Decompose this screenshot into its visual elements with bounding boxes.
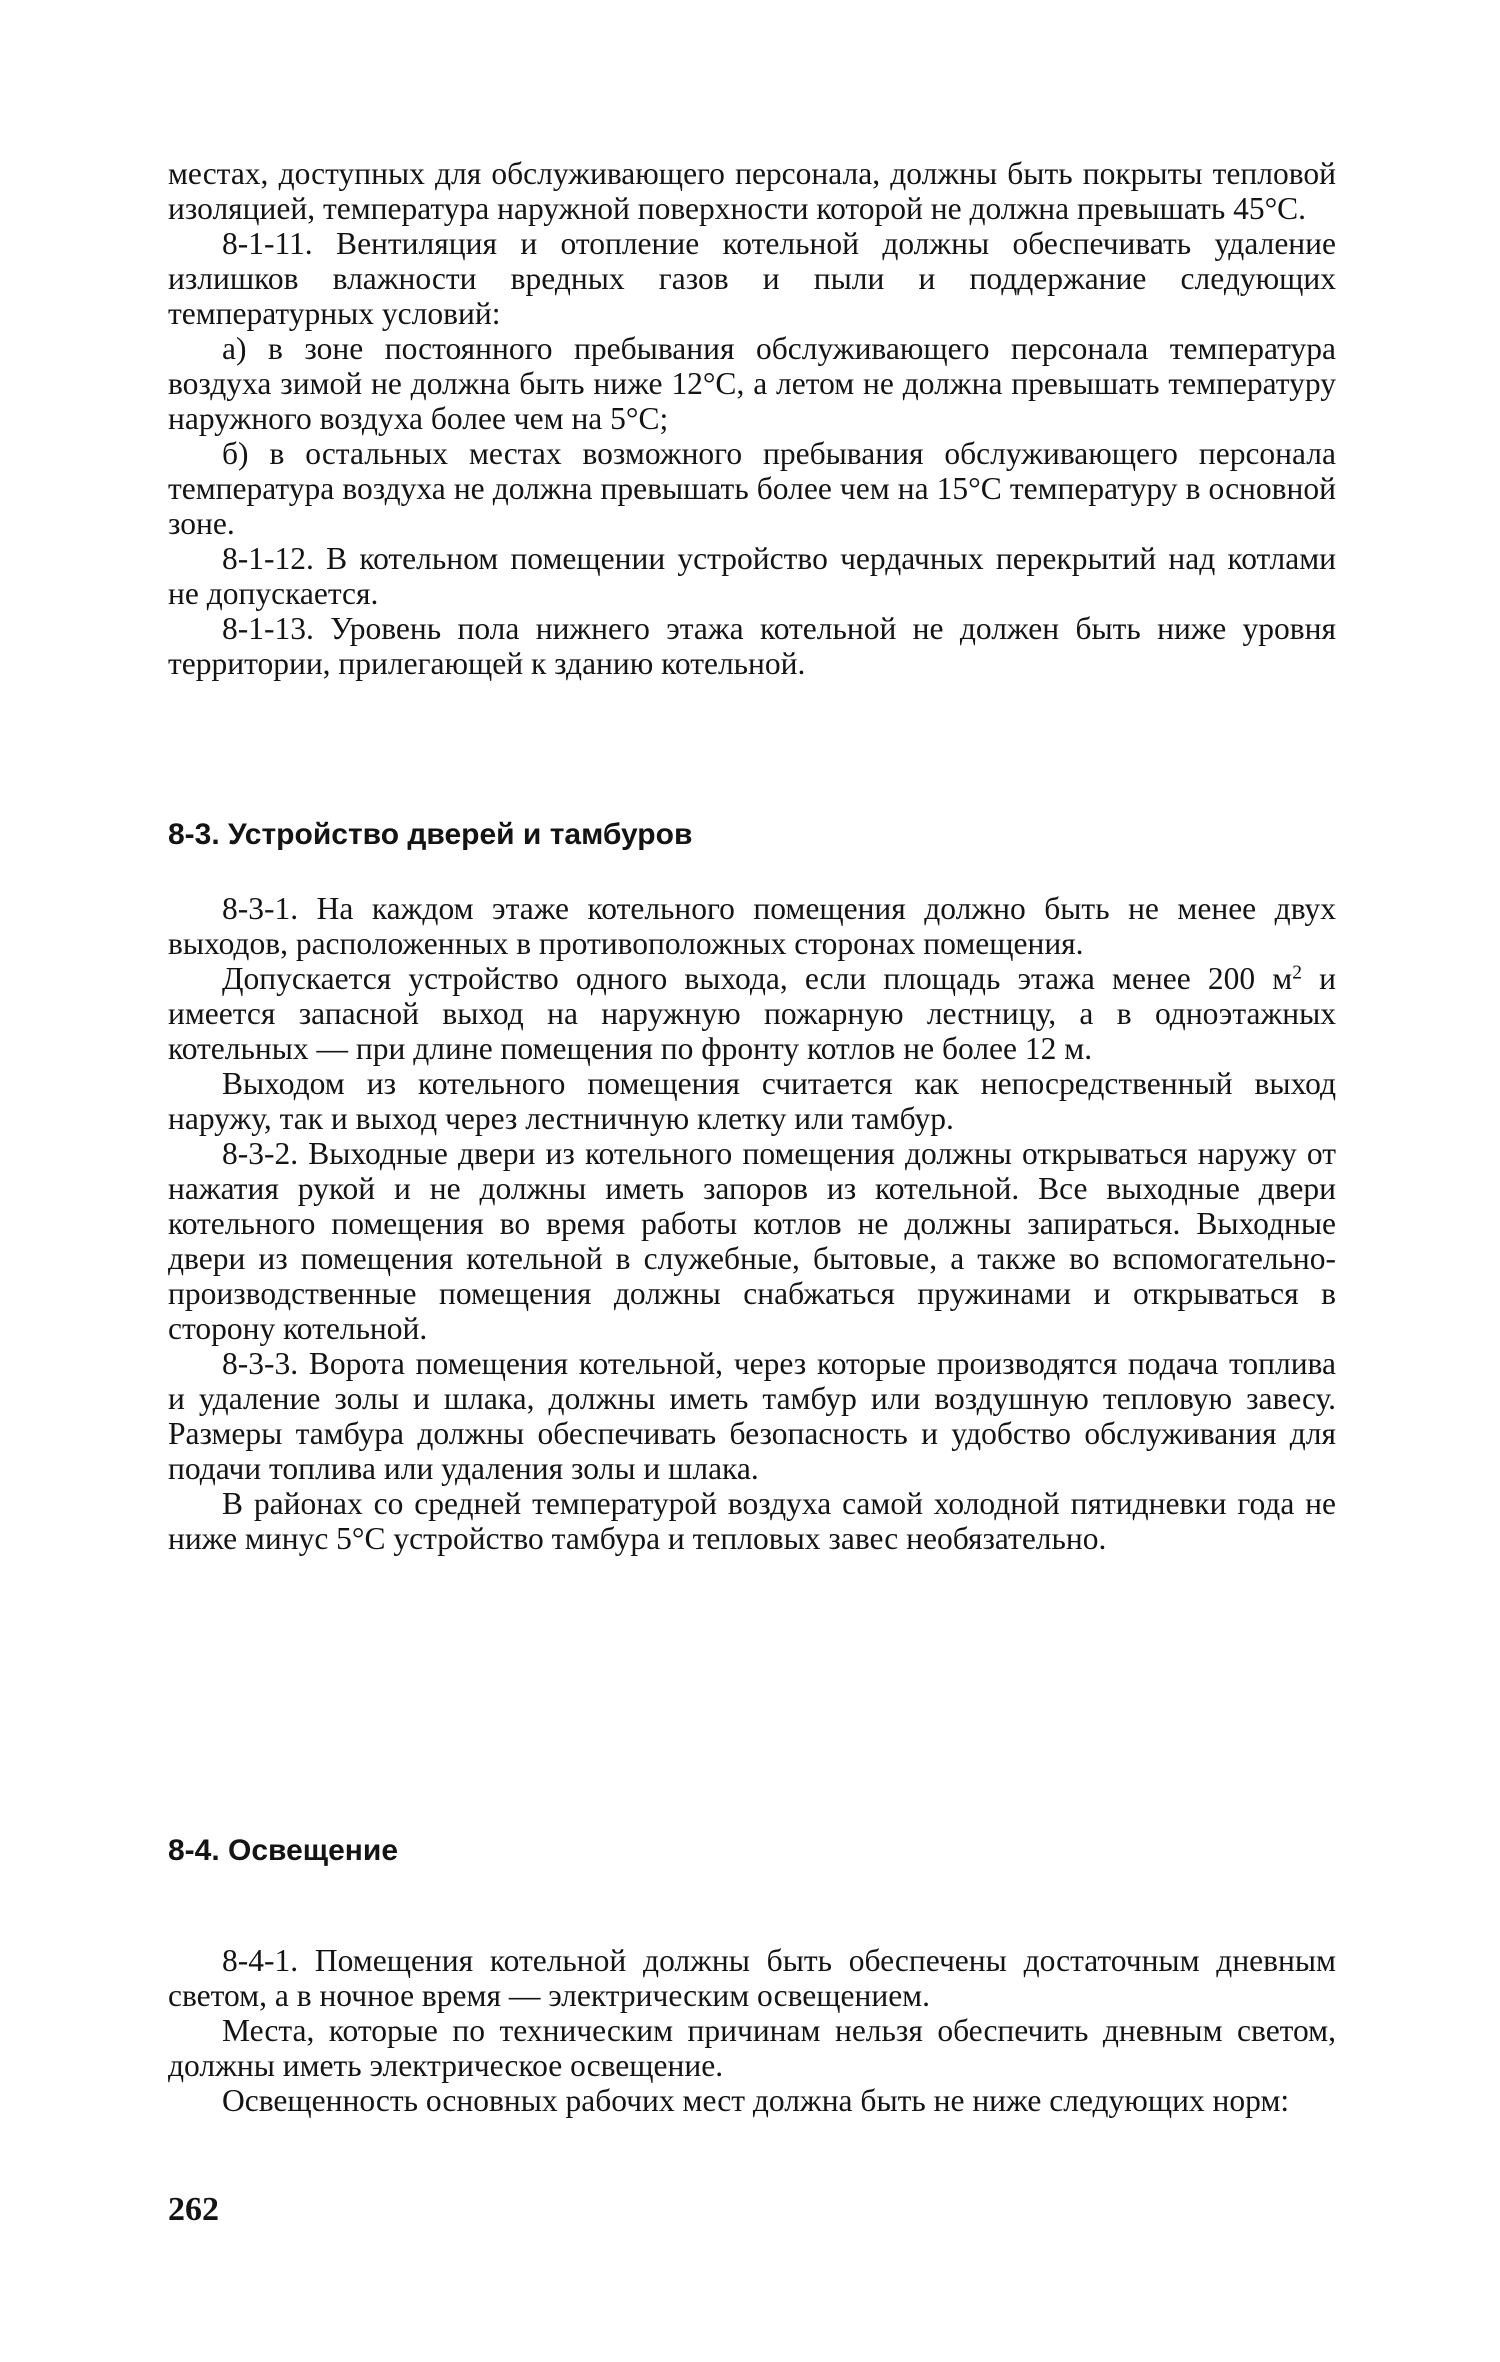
paragraph-8-4-1: 8-4-1. Помещения котельной должны быть обеспечены достаточным дневным светом, а в ночное время — электрическим освещением. — [168, 1943, 1336, 2013]
paragraph-insulation: местах, доступных для обслуживающего персонала, должны быть покрыты тепловой изоляцией, температура наружной поверхности которой не должна превышать 45°С. — [168, 156, 1336, 226]
section-doors-body — [168, 891, 1336, 1556]
superscript-2: 2 — [1292, 962, 1302, 984]
paragraph-8-1-12: 8-1-12. В котельном помещении устройство чердачных перекрытий над котлами не допускается. — [168, 541, 1336, 611]
paragraph-8-3-2: 8-3-2. Выходные двери из котельного помещения должны открываться наружу от нажатия рукой и не должны иметь запоров из котельной. Все выходные двери котельного помещения во время работы котлов не должны запираться. Выходные двери из помещения котельной в служебные, бытовые, а также во вспомогательно-производственные помещения должны снабжаться пружинами и открываться в сторону котельной. — [168, 1136, 1336, 1346]
single-exit-text-start: Допускается устройство одного выхода, если площадь этажа менее 200 м — [222, 961, 1293, 996]
section-lighting-body — [168, 1943, 1336, 2118]
paragraph-warm-regions: В районах со средней температурой воздуха самой холодной пятидневки года не ниже минус 5°С устройство тамбура и тепловых завес необязательно. — [168, 1486, 1336, 1556]
paragraph-8-1-11: 8-1-11. Вентиляция и отопление котельной должны обеспечивать удаление излишков влажности вредных газов и пыли и поддержание следующих температурных условий: — [168, 226, 1336, 331]
page-number: 262 — [168, 2191, 219, 2228]
paragraph-exit-definition: Выходом из котельного помещения считается как непосредственный выход наружу, так и выход через лестничную клетку или тамбур. — [168, 1066, 1336, 1136]
paragraph-8-1-13: 8-1-13. Уровень пола нижнего этажа котельной не должен быть ниже уровня территории, прилегающей к зданию котельной. — [168, 611, 1336, 681]
paragraph-electric-lighting: Места, которые по техническим причинам нельзя обеспечить дневным светом, должны иметь электрическое освещение. — [168, 2013, 1336, 2083]
paragraph-8-3-3: 8-3-3. Ворота помещения котельной, через которые производятся подача топлива и удаление золы и шлака, должны иметь тамбур или воздушную тепловую завесу. Размеры тамбура должны обеспечивать безопасность и удобство обслуживания для подачи топлива или удаления золы и шлака. — [168, 1346, 1336, 1486]
paragraph-single-exit — [168, 961, 1336, 1066]
paragraph-illumination-norms: Освещенность основных рабочих мест должна быть не ниже следующих норм: — [222, 2083, 1290, 2118]
single-exit-text-end: и имеется запасной выход на наружную пожарную лестницу, а в одноэтажных котельных — при длине помещения по фронту котлов не более 12 м. — [168, 961, 1337, 1066]
paragraph-8-3-1: 8-3-1. На каждом этаже котельного помещения должно быть не менее двух выходов, расположенных в противоположных сторонах помещения. — [168, 891, 1336, 961]
section-heading-lighting: 8-4. Освещение — [168, 1834, 399, 1867]
section-heading-doors: 8-3. Устройство дверей и тамбуров — [168, 818, 693, 851]
continuation-block — [168, 156, 1336, 681]
paragraph-8-1-11-b: б) в остальных местах возможного пребывания обслуживающего персонала температура воздуха не должна превышать более чем на 15°С температуру в основной зоне. — [168, 436, 1336, 541]
paragraph-8-1-11-a: а) в зоне постоянного пребывания обслуживающего персонала температура воздуха зимой не должна быть ниже 12°С, а летом не должна превышать температуру наружного воздуха более чем на 5°С; — [168, 331, 1336, 436]
